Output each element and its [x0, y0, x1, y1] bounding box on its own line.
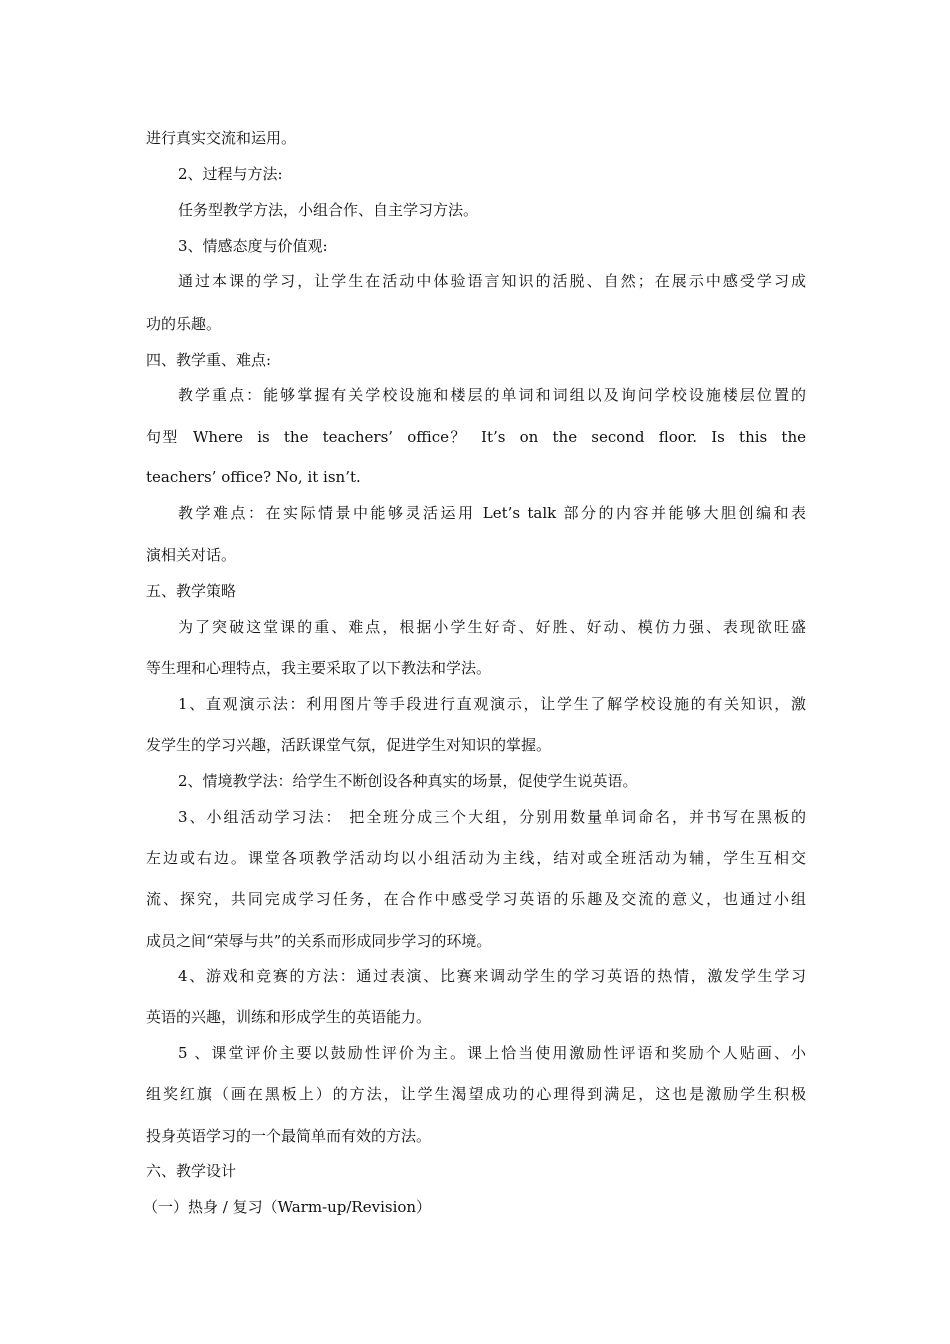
text-line: 4、游戏和竞赛的方法：通过表演、比赛来调动学生的学习英语的热情，激发学生学习: [178, 967, 806, 985]
text-line: 句型 Where is the teachers’ office？ It’s on the second floor. Is this the: [146, 428, 806, 446]
section-heading: 六、教学设计: [146, 1162, 237, 1180]
text-line: 功的乐趣。: [146, 315, 222, 333]
text-line: 投身英语学习的一个最简单而有效的方法。: [146, 1127, 432, 1145]
text-line: 任务型教学方法，小组合作、自主学习方法。: [178, 201, 479, 219]
text-line: 通过本课的学习，让学生在活动中体验语言知识的活脱、自然；在展示中感受学习成: [178, 272, 806, 290]
text-line: 等生理和心理特点，我主要采取了以下教法和学法。: [146, 659, 492, 677]
text-line: 3、小组活动学习法： 把全班分成三个大组，分别用数量单词命名，并书写在黑板的: [178, 808, 806, 826]
section-heading: 2、过程与方法:: [178, 165, 283, 183]
text-line: 成员之间“荣辱与共”的关系而形成同步学习的环境。: [146, 932, 492, 950]
text-line: 2、情境教学法：给学生不断创设各种真实的场景，促使学生说英语。: [178, 772, 638, 790]
text-line: 演相关对话。: [146, 546, 237, 564]
text-line: 英语的兴趣，训练和形成学生的英语能力。: [146, 1008, 432, 1026]
text-line: 5 、课堂评价主要以鼓励性评价为主。课上恰当使用激励性评语和奖励个人贴画、小: [178, 1044, 806, 1062]
section-heading: 3、情感态度与价值观:: [178, 237, 328, 255]
text-line: 流、探究，共同完成学习任务，在合作中感受学习英语的乐趣及交流的意义，也通过小组: [146, 890, 806, 908]
section-heading: 五、教学策略: [146, 582, 237, 600]
text-line: 组奖红旗（画在黑板上）的方法，让学生渴望成功的心理得到满足，这也是激励学生积极: [146, 1085, 806, 1103]
text-line: 1、直观演示法：利用图片等手段进行直观演示，让学生了解学校设施的有关知识，激: [178, 695, 806, 713]
text-line: 为了突破这堂课的重、难点，根据小学生好奇、好胜、好动、模仿力强、表现欲旺盛: [178, 618, 806, 636]
text-line: 教学重点：能够掌握有关学校设施和楼层的单词和词组以及询问学校设施楼层位置的: [178, 386, 806, 404]
text-line: 进行真实交流和运用。: [146, 129, 297, 147]
text-line: 发学生的学习兴趣，活跃课堂气氛，促进学生对知识的掌握。: [146, 736, 552, 754]
section-heading: 四、教学重、难点:: [146, 351, 272, 369]
text-line: 左边或右边。课堂各项教学活动均以小组活动为主线，结对或全班活动为辅，学生互相交: [146, 849, 806, 867]
subsection-heading: （一）热身 / 复习（Warm-up/Revision）: [143, 1198, 432, 1216]
text-line: teachers’ office? No, it isn’t.: [146, 468, 361, 486]
text-line: 教学难点：在实际情景中能够灵活运用 Let’s talk 部分的内容并能够大胆创编和表: [178, 504, 806, 522]
